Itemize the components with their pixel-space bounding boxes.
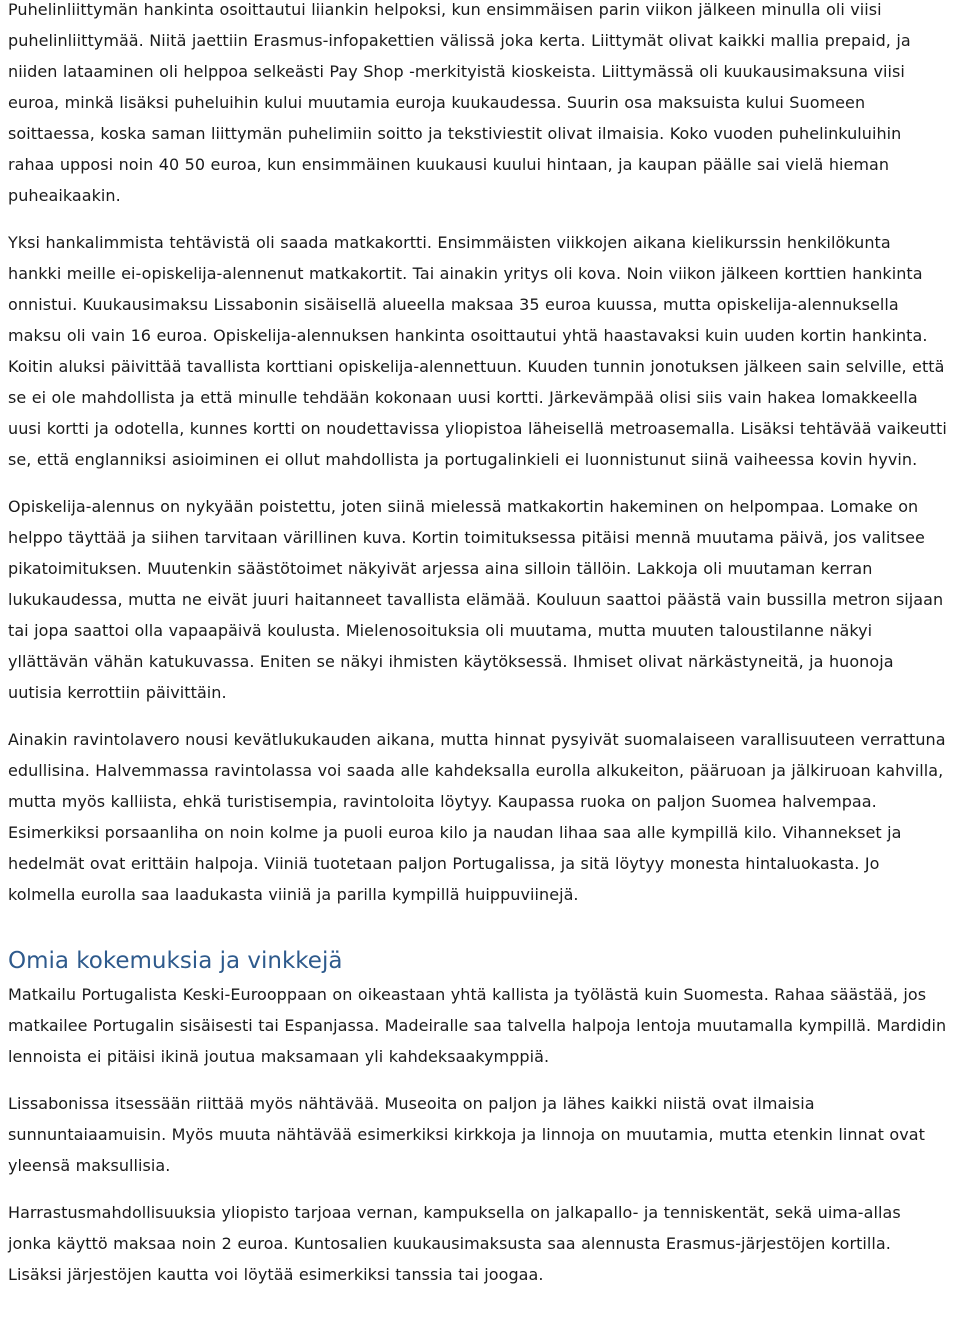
paragraph-hobbies: Harrastusmahdollisuuksia yliopisto tarjoaa vernan, kampuksella on jalkapallo- ja tenniskentät, sekä uima-allas jonka käyttö maksaa noin 2 euroa. Kuntosalien kuukausimaksusta saa alennusta Erasmus-järjestöjen kortilla. Lisäksi järjestöjen kautta voi löytää esimerkiksi tanssia tai joogaa.	[8, 1203, 901, 1284]
paragraph-travel-card: Yksi hankalimmista tehtävistä oli saada matkakortti. Ensimmäisten viikkojen aikana kielikurssin henkilökunta hankki meille ei-opiskelija-alennenut matkakortit. Tai ainakin yritys oli kova. Noin viikon jälkeen korttien hankinta onnistui. Kuukausimaksu Lissabonin sisäisellä alueella maksaa 35 euroa kuussa, mutta opiskelija-alennuksella maksu oli vain 16 euroa. Opiskelija-alennuksen hankinta osoittautui yhtä haastavaksi kuin uuden kortin hankinta. Koitin aluksi päivittää tavallista korttiani opiskelija-alennettuun. Kuuden tunnin jonotuksen jälkeen sain selville, että se ei ole mahdollista ja että minulle tehdään kokonaan uusi kortti. Järkevämpää olisi siis vain hakea lomakkeella uusi kortti ja odotella, kunnes kortti on noudettavissa yliopistoa läheisellä metroasemalla. Lisäksi tehtävää vaikeutti se, että englanniksi asioiminen ei ollut mahdollista ja portugalinkieli ei luonnistunut siinä vaiheessa kovin hyvin.	[8, 233, 947, 469]
paragraph-lisbon-sights: Lissabonissa itsessään riittää myös nähtävää. Museoita on paljon ja lähes kaikki niistä ovat ilmaisia sunnuntaiaamuisin. Myös muuta nähtävää esimerkiksi kirkkoja ja linnoja on muutamia, mutta etenkin linnat ovat yleensä maksullisia.	[8, 1094, 925, 1175]
paragraph-student-discount: Opiskelija-alennus on nykyään poistettu, joten siinä mielessä matkakortin hakeminen on helpompaa. Lomake on helppo täyttää ja siihen tarvitaan värillinen kuva. Kortin toimituksessa pitäisi mennä muutama päivä, jos valitsee pikatoimituksen. Muutenkin säästötoimet näkyivät arjessa aina silloin tällöin. Lakkoja oli muutaman kerran lukukaudessa, mutta ne eivät juuri haitanneet tavallista elämää. Kouluun saattoi päästä vain bussilla metron sijaan tai jopa saattoi olla vapaapäivä koulusta. Mielenosoituksia oli muutama, mutta muuten taloustilanne näkyi yllättävän vähän katukuvassa. Eniten se näkyi ihmisten käytöksessä. Ihmiset olivat närkästyneitä, ja huonoja uutisia kerrottiin päivittäin.	[8, 497, 944, 702]
section-heading: Omia kokemuksia ja vinkkejä	[8, 948, 343, 974]
paragraph-travel-tips: Matkailu Portugalista Keski-Eurooppaan on oikeastaan yhtä kallista ja työlästä kuin Suomesta. Rahaa säästää, jos matkailee Portugalin sisäisesti tai Espanjassa. Madeiralle saa talvella halpoja lentoja muutamalla kympillä. Mardidin lennoista ei pitäisi ikinä joutua maksamaan yli kahdeksaakymppiä.	[8, 985, 947, 1066]
paragraph-restaurant-prices: Ainakin ravintolavero nousi kevätlukukauden aikana, mutta hinnat pysyivät suomalaiseen varallisuuteen verrattuna edullisina. Halvemmassa ravintolassa voi saada alle kahdeksalla eurolla alkukeiton, pääruoan ja jälkiruoan kahvilla, mutta myös kalliista, ehkä turistisempia, ravintoloita löytyy. Kaupassa ruoka on paljon Suomea halvempaa. Esimerkiksi porsaanliha on noin kolme ja puoli euroa kilo ja naudan lihaa saa alle kympillä kilo. Vihannekset ja hedelmät ovat erittäin halpoja. Viiniä tuotetaan paljon Portugalissa, ja sitä löytyy monesta hintaluokasta. Jo kolmella eurolla saa laadukasta viiniä ja parilla kympillä huippuviinejä.	[8, 730, 946, 904]
paragraph-phone-subscription: Puhelinliittymän hankinta osoittautui liiankin helpoksi, kun ensimmäisen parin viikon jälkeen minulla oli viisi puhelinliittymää. Niitä jaettiin Erasmus-infopakettien välissä joka kerta. Liittymät olivat kaikki mallia prepaid, ja niiden lataaminen oli helppoa selkeästi Pay Shop -merkityistä kioskeista. Liittymässä oli kuukausimaksuna viisi euroa, minkä lisäksi puheluihin kului muutamia euroja kuukaudessa. Suurin osa maksuista kului Suomeen soittaessa, koska saman liittymän puhelimiin soitto ja tekstiviestit olivat ilmaisia. Koko vuoden puhelinkuluihin rahaa upposi noin 40 50 euroa, kun ensimmäinen kuukausi kuului hintaan, ja kaupan päälle sai vielä hieman puheaikaakin.	[8, 0, 911, 205]
